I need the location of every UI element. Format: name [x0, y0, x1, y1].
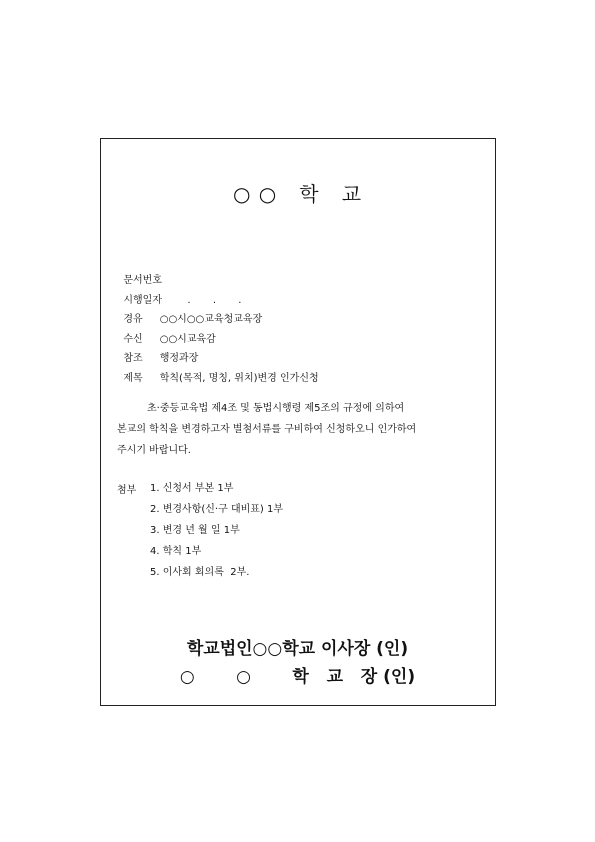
field-label: 문서번호 — [123, 275, 162, 286]
field-value: 행정과장 — [153, 353, 199, 364]
field-label: 수신 — [123, 334, 143, 345]
field-value: 학칙(목적, 명칭, 위치)변경 인가신청 — [153, 373, 319, 384]
field-label: 시행일자 — [123, 295, 162, 306]
attachment-item: 5. 이사회 회의록 2부. — [150, 567, 250, 578]
field-label: 참조 — [123, 353, 143, 364]
attachments-label: 첨부 — [117, 485, 137, 496]
field-value: ○○시교육감 — [153, 334, 216, 345]
field-label: 경유 — [123, 314, 143, 325]
attachments-list — [150, 478, 283, 583]
school-title: ○ ○ 학 교 — [232, 182, 363, 206]
body-line: 초·중등교육법 제4조 및 동법시행령 제5조의 규정에 의하여 — [147, 403, 405, 414]
field-value: ○○시○○교육청교육장 — [153, 314, 263, 325]
signature-foundation-chair: 학교법인○○학교 이사장 (인) — [186, 639, 409, 659]
attachment-item: 4. 학칙 1부 — [150, 546, 202, 557]
attachment-item: 3. 변경 년 월 일 1부 — [150, 525, 240, 536]
field-label: 제목 — [123, 373, 143, 384]
body-paragraph — [117, 398, 477, 461]
body-line: 주시기 바랍니다. — [117, 445, 191, 456]
field-value: . . . — [162, 295, 242, 306]
field-subject — [117, 361, 319, 385]
body-line: 본교의 학칙을 변경하고자 별첨서류를 구비하여 신청하오니 인가하여 — [117, 424, 417, 435]
signature-principal: ○ ○ 학 교 장 (인) — [179, 667, 416, 687]
attachment-item: 2. 변경사항(신·구 대비표) 1부 — [150, 504, 284, 515]
attachment-item: 1. 신청서 부본 1부 — [150, 483, 234, 494]
